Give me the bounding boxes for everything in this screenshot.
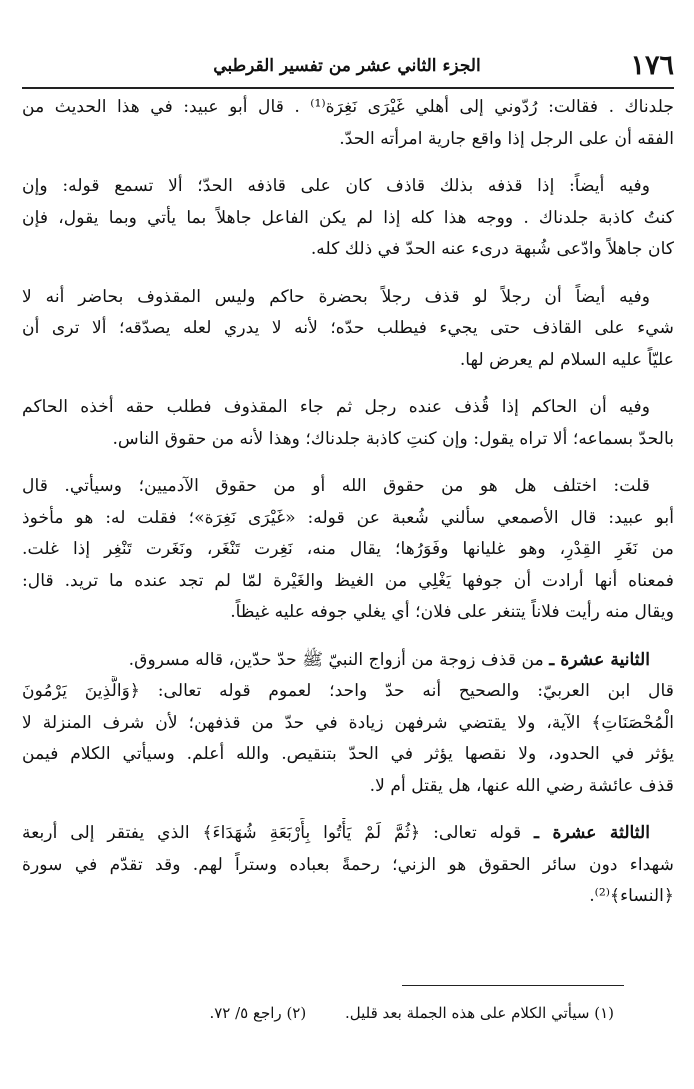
footnote-rule	[402, 985, 624, 986]
text-line	[22, 818, 674, 850]
text-line: وفيه أيضاً: إذا قذفه بذلك قاذف كان على قاذفه الحدّ؛ ألا تسمع قوله: وإن	[22, 176, 650, 196]
paragraph-3	[22, 282, 674, 377]
section-label: الثانية عشرة ـ	[549, 649, 650, 670]
text-line: أبو عبيد: قال الأصمعي سألني شُعبة عن قوله: «غَيْرَى نَغِرَة»؛ فقلت له: هو مأخوذ	[22, 507, 674, 528]
paragraph-2	[22, 171, 674, 266]
text-line: وفيه أن الحاكم إذا قُذف عنده رجل ثم جاء المقذوف فطلب حقه أخذه الحاكم	[22, 397, 650, 417]
paragraph-7	[22, 818, 674, 913]
text-line: شيء على القاذف حتى يجيء فيطلب حدّه؛ لأنه لا يدري لعله يصدّقه؛ ألا ترى أن	[22, 318, 674, 338]
text-line: جلدناك . فقالت: رُدّوني إلى أهلي غَيْرَى نَغِرَة⁽¹⁾ . قال أبو عبيد: في هذا الحديث من	[22, 97, 674, 117]
header-rule	[22, 87, 674, 89]
text-line: عليّاً عليه السلام لم يعرض لها.	[459, 349, 674, 370]
text-line: فمعناه أنها أرادت أن جوفها يَغْلِي من الغيظ والغَيْرة لمّا لم تجد عنده ما تريد. قال:	[22, 570, 674, 591]
text-line: الفقه أن على الرجل إذا واقع جارية امرأته الحدّ.	[339, 128, 674, 149]
paragraph-6	[22, 645, 674, 803]
text-line: وفيه أيضاً أن رجلاً لو قذف رجلاً بحضرة حاكم وليس المقذوف بحاضر أنه لا	[22, 286, 650, 307]
text-line: ﴿النساء﴾⁽²⁾.	[589, 886, 674, 906]
paragraph-5	[22, 471, 674, 629]
page-body	[22, 92, 674, 929]
text-line: بالحدّ بسماعه؛ ألا تراه يقول: وإن كنتِ كاذبة جلدناك؛ وهذا لأنه من حقوق الناس.	[112, 428, 674, 449]
text-line: قلت: اختلف هل هو من حقوق الله أو من حقوق الآدميين؛ وسيأتي. قال	[22, 476, 650, 496]
page-header	[20, 46, 674, 86]
section-label: الثالثة عشرة ـ	[534, 823, 650, 843]
text-line: الْمُحْصَنَاتِ﴾ الآية، ولا يقتضي شرفهن زيادة في حدّ من قذفهن؛ لأن شرف المنزلة لا	[22, 712, 674, 733]
page-number: ١٧٦	[630, 50, 674, 81]
text-line: كنتُ كاذبة جلدناك . ووجه هذا كله إذا لم يكن الفاعل جاهلاً بما يأتي وبما يقول، فإن	[22, 207, 674, 228]
footnote-2: (٢) راجع ٥/ ٧٢.	[209, 1004, 307, 1022]
text-line: يؤثر في الحدود، ولا نقصها يؤثر في الحدّ بتنقيص. والله أعلم. وسيأتي الكلام فيمن	[22, 744, 674, 764]
text-line	[22, 645, 674, 677]
text-run: من قذف زوجة من أزواج النبيّ ﷺ حدّ حدّين، قاله مسروق.	[128, 649, 544, 670]
paragraph-1	[22, 92, 674, 155]
text-line: شهداء دون سائر الحقوق هو الزني؛ رحمةً بعباده وستراً لهم. وقد تقدّم في سورة	[22, 854, 674, 875]
text-line: كان جاهلاً وادّعى شُبهة درىء عنه الحدّ في ذلك كله.	[310, 239, 674, 259]
footnote-1: (١) سيأتي الكلام على هذه الجملة بعد قليل.	[345, 1004, 614, 1022]
running-title: الجزء الثاني عشر من تفسير القرطبي	[213, 56, 481, 76]
paragraph-4	[22, 392, 674, 455]
text-line: من نَغَرِ القِدْرِ، وهو غليانها وفَوَرُها؛ يقال منه، نَغِرت تَنْغَر، ونَغَرت تَنْغِر إذا غلت.	[22, 539, 674, 559]
text-run: قوله تعالى: ﴿ثُمَّ لَمْ يَأْتُوا بِأَرْبَعَةِ شُهَدَاءَ﴾ الذي يفتقر إلى أربعة	[22, 823, 522, 843]
text-line: قال ابن العربيّ: والصحيح أنه حدّ واحد؛ لعموم قوله تعالى: ﴿وَالَّذِينَ يَرْمُونَ	[22, 681, 674, 701]
text-line: قذف عائشة رضي الله عنها، هل يقتل أم لا.	[369, 775, 674, 796]
text-line: ويقال منه رأيت فلاناً يتنغر على فلان؛ أي يغلي جوفه عليه غيظاً.	[230, 602, 674, 622]
footnotes	[22, 1000, 614, 1026]
